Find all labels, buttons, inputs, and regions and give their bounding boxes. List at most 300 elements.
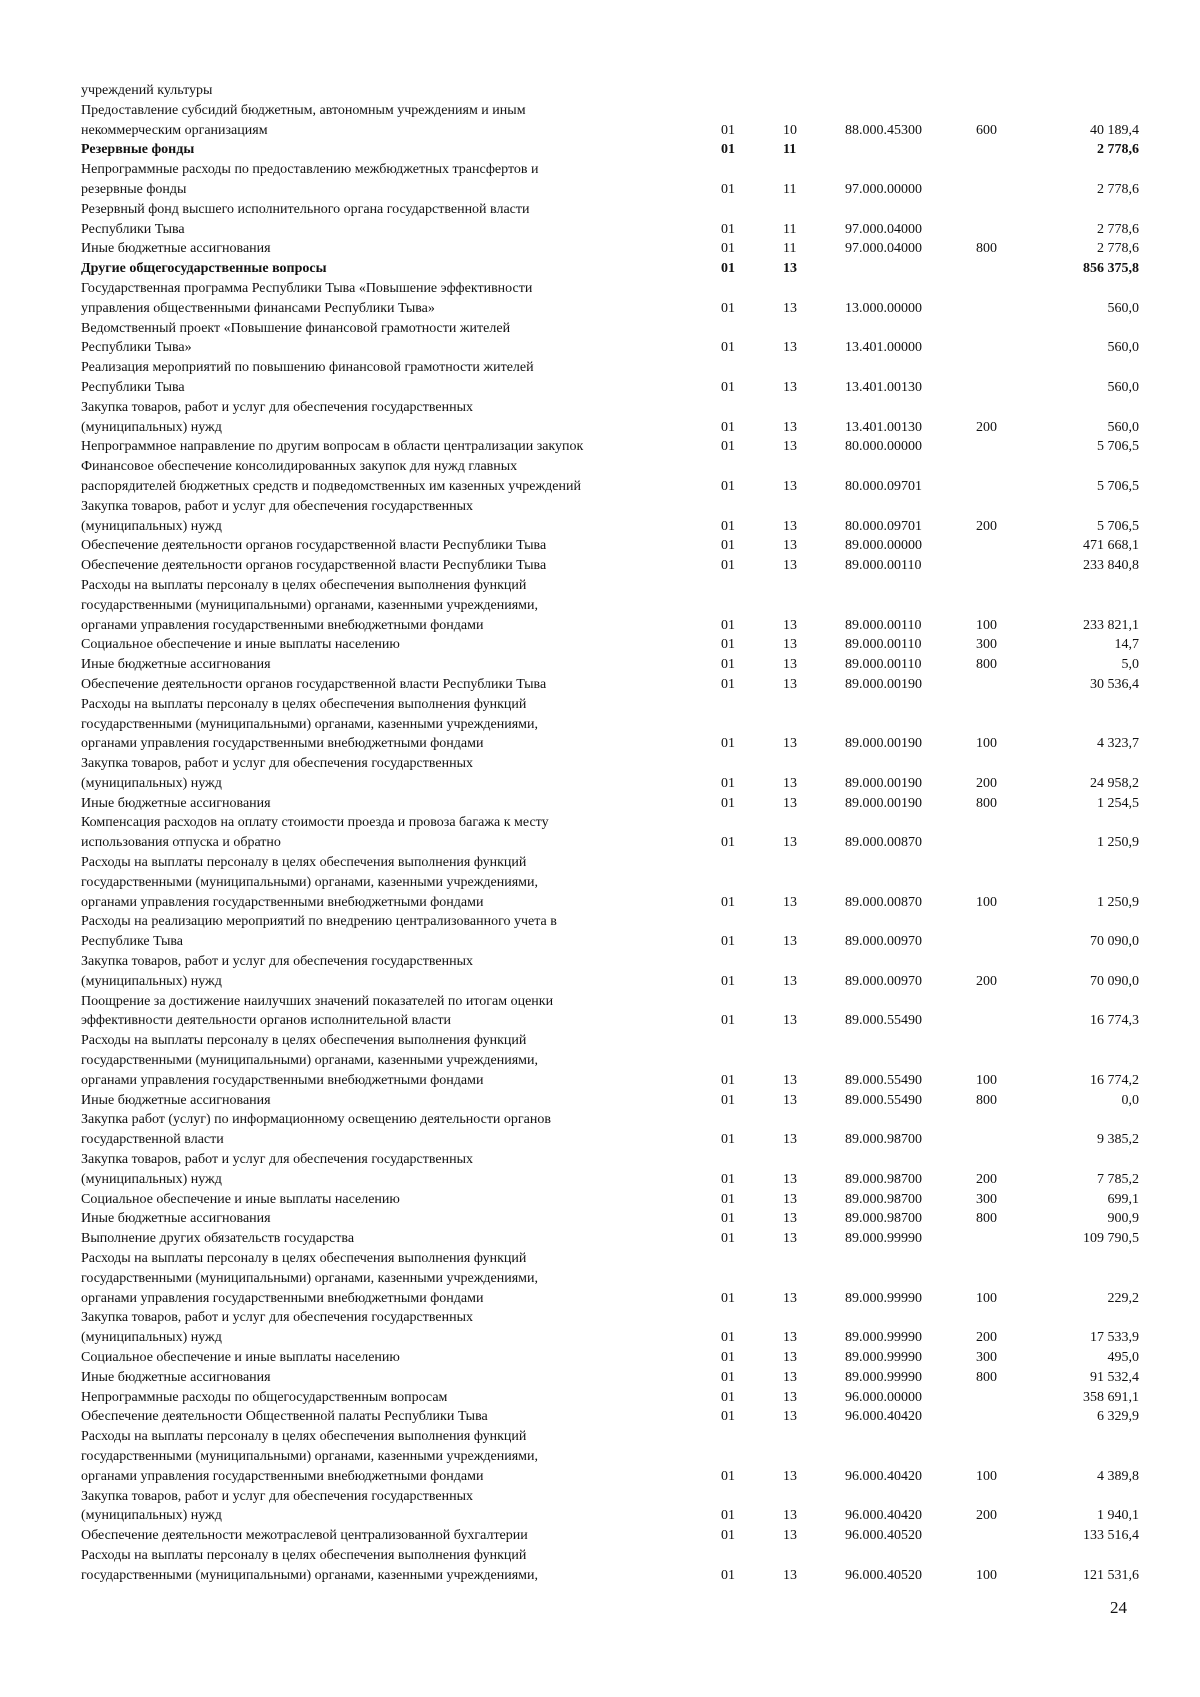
- table-row: [81, 556, 1159, 576]
- subsection-code: 11: [783, 181, 797, 197]
- section-code: [713, 695, 773, 715]
- target-article-code: [835, 497, 968, 517]
- expense-type-code: [968, 695, 1040, 715]
- subsection-code: [773, 813, 835, 833]
- section-code: [713, 1269, 773, 1289]
- amount-value: 7 785,2: [1097, 1171, 1139, 1187]
- section-code: 01: [721, 934, 735, 950]
- target-article-code: 89.000.00190: [845, 775, 922, 791]
- table-row: [81, 418, 1159, 438]
- table-row: [81, 220, 1159, 240]
- expense-name: распорядителей бюджетных средств и подведомственных им казенных учреждений: [81, 478, 581, 494]
- target-article-code: 88.000.45300: [845, 122, 922, 138]
- expense-type-code: [968, 457, 1040, 477]
- expense-type-code: 300: [976, 1350, 997, 1365]
- subsection-code: 13: [783, 1013, 797, 1029]
- target-article-code: 96.000.40420: [845, 1409, 922, 1425]
- amount-value: 471 668,1: [1083, 538, 1139, 554]
- expense-type-code: [968, 1150, 1040, 1170]
- table-row: [81, 1328, 1159, 1348]
- subsection-code: 13: [783, 1528, 797, 1544]
- target-article-code: 89.000.00110: [845, 558, 922, 574]
- section-code: 01: [721, 1290, 735, 1306]
- table-row: [81, 200, 1159, 220]
- section-code: [713, 1031, 773, 1051]
- target-article-code: [835, 1427, 968, 1447]
- expense-name: Иные бюджетные ассигнования: [81, 1211, 271, 1227]
- section-code: 01: [721, 1211, 735, 1227]
- target-article-code: [835, 1546, 968, 1566]
- expense-name: (муниципальных) нужд: [81, 775, 222, 791]
- expense-name: Резервные фонды: [81, 142, 195, 158]
- expense-name: Закупка товаров, работ и услуг для обеспечения государственных: [81, 399, 474, 415]
- section-code: 01: [721, 1191, 735, 1207]
- subsection-code: 13: [783, 1468, 797, 1484]
- expense-type-code: 600: [976, 122, 997, 138]
- expense-type-code: [968, 1526, 1040, 1546]
- amount-value: 233 840,8: [1083, 558, 1139, 574]
- expense-type-code: [968, 200, 1040, 220]
- subsection-code: 13: [783, 419, 797, 435]
- amount-value: 4 323,7: [1097, 736, 1139, 752]
- subsection-code: 13: [783, 478, 797, 494]
- expense-type-code: 100: [976, 1072, 997, 1088]
- amount-value: 560,0: [1107, 300, 1139, 316]
- amount-value: [1040, 1447, 1159, 1467]
- expense-name: Компенсация расходов на оплату стоимости проезда и провоза багажа к месту: [81, 815, 549, 831]
- amount-value: [1040, 1546, 1159, 1566]
- subsection-code: 13: [783, 736, 797, 752]
- expense-name: Закупка работ (услуг) по информационному освещению деятельности органов: [81, 1112, 551, 1128]
- expense-name: (муниципальных) нужд: [81, 973, 222, 989]
- section-code: 01: [721, 340, 735, 356]
- subsection-code: [773, 952, 835, 972]
- target-article-code: 89.000.00190: [845, 676, 922, 692]
- expense-type-code: [968, 1308, 1040, 1328]
- budget-allocation-table: [81, 81, 1159, 1586]
- subsection-code: 13: [783, 1369, 797, 1385]
- target-article-code: [835, 200, 968, 220]
- expense-type-code: [968, 813, 1040, 833]
- target-article-code: 80.000.00000: [845, 439, 922, 455]
- target-article-code: 89.000.98700: [845, 1132, 922, 1148]
- expense-type-code: [968, 1229, 1040, 1249]
- table-row: [81, 1526, 1159, 1546]
- expense-name: Иные бюджетные ассигнования: [81, 241, 271, 257]
- amount-value: [1040, 695, 1159, 715]
- table-row: [81, 121, 1159, 141]
- table-row: [81, 358, 1159, 378]
- expense-type-code: [968, 912, 1040, 932]
- subsection-code: [773, 200, 835, 220]
- expense-name: Иные бюджетные ассигнования: [81, 1369, 271, 1385]
- expense-name: Закупка товаров, работ и услуг для обеспечения государственных: [81, 498, 474, 514]
- expense-name: Расходы на выплаты персоналу в целях обеспечения выполнения функций: [81, 855, 527, 871]
- section-code: 01: [721, 1350, 735, 1365]
- expense-type-code: [968, 259, 1040, 279]
- page-number: 24: [1110, 1598, 1127, 1617]
- table-row: [81, 1130, 1159, 1150]
- expense-name: некоммерческим организациям: [81, 122, 268, 138]
- target-article-code: 89.000.99990: [845, 1330, 922, 1346]
- section-code: [713, 279, 773, 299]
- section-code: 01: [721, 1468, 735, 1484]
- amount-value: [1040, 715, 1159, 735]
- target-article-code: [835, 101, 968, 121]
- expense-type-code: [968, 160, 1040, 180]
- expense-type-code: [968, 358, 1040, 378]
- subsection-code: 13: [783, 1092, 797, 1108]
- table-row: [81, 853, 1159, 873]
- table-row: [81, 1071, 1159, 1091]
- expense-type-code: [968, 853, 1040, 873]
- table-row: [81, 1269, 1159, 1289]
- target-article-code: [835, 1308, 968, 1328]
- expense-type-code: 100: [976, 894, 997, 910]
- table-row: [81, 536, 1159, 556]
- subsection-code: 13: [783, 1567, 797, 1583]
- expense-name: Резервный фонд высшего исполнительного органа государственной власти: [81, 201, 530, 217]
- expense-name: Предоставление субсидий бюджетным, автономным учреждениям и иным: [81, 102, 526, 118]
- target-article-code: [835, 1031, 968, 1051]
- table-row: [81, 1308, 1159, 1328]
- amount-value: 2 778,6: [1097, 142, 1139, 158]
- expense-name: Закупка товаров, работ и услуг для обеспечения государственных: [81, 1488, 474, 1504]
- budget-table-page: [81, 81, 1139, 1586]
- target-article-code: 89.000.00110: [845, 637, 922, 653]
- expense-name: Расходы на выплаты персоналу в целях обеспечения выполнения функций: [81, 1251, 527, 1267]
- amount-value: 121 531,6: [1083, 1567, 1139, 1583]
- expense-name: Обеспечение деятельности органов государственной власти Республики Тыва: [81, 676, 547, 692]
- expense-name: Непрограммное направление по другим вопросам в области централизации закупок: [81, 439, 584, 455]
- expense-name: (муниципальных) нужд: [81, 1330, 222, 1346]
- expense-type-code: [968, 596, 1040, 616]
- expense-type-code: [968, 1031, 1040, 1051]
- expense-name: Обеспечение деятельности органов государственной власти Республики Тыва: [81, 538, 547, 554]
- expense-type-code: [968, 180, 1040, 200]
- expense-type-code: [968, 992, 1040, 1012]
- section-code: 01: [721, 181, 735, 197]
- subsection-code: [773, 853, 835, 873]
- section-code: 01: [721, 1508, 735, 1524]
- amount-value: 91 532,4: [1090, 1369, 1139, 1385]
- target-article-code: [835, 1249, 968, 1269]
- amount-value: [1040, 596, 1159, 616]
- subsection-code: 13: [783, 300, 797, 316]
- section-code: 01: [721, 300, 735, 316]
- target-article-code: [835, 140, 968, 160]
- amount-value: [1040, 1427, 1159, 1447]
- subsection-code: 10: [783, 122, 797, 138]
- expense-name: государственными (муниципальными) органами, казенными учреждениями,: [81, 716, 538, 732]
- target-article-code: [835, 319, 968, 339]
- expense-type-code: [968, 576, 1040, 596]
- amount-value: 560,0: [1107, 340, 1139, 356]
- subsection-code: [773, 160, 835, 180]
- section-code: [713, 813, 773, 833]
- subsection-code: 13: [783, 1211, 797, 1227]
- amount-value: [1040, 576, 1159, 596]
- section-code: [713, 1110, 773, 1130]
- expense-name: органами управления государственными внебюджетными фондами: [81, 1072, 484, 1088]
- expense-type-code: [968, 1051, 1040, 1071]
- target-article-code: [835, 81, 968, 101]
- subsection-code: [773, 715, 835, 735]
- section-code: [713, 992, 773, 1012]
- section-code: [713, 912, 773, 932]
- target-article-code: [835, 1447, 968, 1467]
- table-row: [81, 932, 1159, 952]
- expense-name: Иные бюджетные ассигнования: [81, 657, 271, 673]
- table-row: [81, 239, 1159, 259]
- subsection-code: [773, 1269, 835, 1289]
- target-article-code: 89.000.00870: [845, 835, 922, 851]
- expense-name: Закупка товаров, работ и услуг для обеспечения государственных: [81, 1152, 474, 1168]
- table-row: [81, 794, 1159, 814]
- amount-value: 1 940,1: [1097, 1508, 1139, 1524]
- table-row: [81, 655, 1159, 675]
- expense-type-code: [968, 437, 1040, 457]
- section-code: [713, 101, 773, 121]
- subsection-code: 13: [783, 261, 797, 277]
- amount-value: 495,0: [1107, 1350, 1139, 1365]
- section-code: [713, 1249, 773, 1269]
- expense-type-code: 800: [976, 241, 997, 257]
- subsection-code: [773, 81, 835, 101]
- target-article-code: 89.000.98700: [845, 1171, 922, 1187]
- section-code: 01: [721, 558, 735, 574]
- expense-type-code: 200: [976, 419, 997, 435]
- amount-value: 9 385,2: [1097, 1132, 1139, 1148]
- subsection-code: 13: [783, 637, 797, 653]
- amount-value: [1040, 279, 1159, 299]
- section-code: [713, 1487, 773, 1507]
- amount-value: 5 706,5: [1097, 518, 1139, 534]
- table-row: [81, 1209, 1159, 1229]
- table-row: [81, 1091, 1159, 1111]
- target-article-code: 80.000.09701: [845, 518, 922, 534]
- target-article-code: [835, 1051, 968, 1071]
- expense-type-code: 100: [976, 1290, 997, 1306]
- expense-name: Расходы на выплаты персоналу в целях обеспечения выполнения функций: [81, 696, 527, 712]
- target-article-code: [835, 398, 968, 418]
- section-code: 01: [721, 221, 735, 237]
- expense-name: Непрограммные расходы по предоставлению межбюджетных трансфертов и: [81, 162, 539, 178]
- subsection-code: 13: [783, 1231, 797, 1247]
- table-row: [81, 180, 1159, 200]
- table-row: [81, 398, 1159, 418]
- subsection-code: [773, 1427, 835, 1447]
- section-code: 01: [721, 617, 735, 633]
- expense-name: государственными (муниципальными) органами, казенными учреждениями,: [81, 1270, 538, 1286]
- expense-type-code: [968, 556, 1040, 576]
- expense-name: Реализация мероприятий по повышению финансовой грамотности жителей: [81, 360, 534, 376]
- target-article-code: [835, 160, 968, 180]
- expense-type-code: [968, 101, 1040, 121]
- subsection-code: 13: [783, 379, 797, 395]
- table-row: [81, 754, 1159, 774]
- expense-name: Ведомственный проект «Повышение финансовой грамотности жителей: [81, 320, 511, 336]
- expense-name: государственными (муниципальными) органами, казенными учреждениями,: [81, 597, 538, 613]
- table-row: [81, 140, 1159, 160]
- amount-value: [1040, 101, 1159, 121]
- table-row: [81, 774, 1159, 794]
- section-code: 01: [721, 676, 735, 692]
- subsection-code: [773, 1031, 835, 1051]
- expense-type-code: [968, 754, 1040, 774]
- expense-name: Расходы на выплаты персоналу в целях обеспечения выполнения функций: [81, 1429, 527, 1445]
- table-row: [81, 497, 1159, 517]
- expense-name: (муниципальных) нужд: [81, 518, 222, 534]
- amount-value: [1040, 457, 1159, 477]
- table-row: [81, 1110, 1159, 1130]
- subsection-code: 13: [783, 1072, 797, 1088]
- target-article-code: 89.000.99990: [845, 1290, 922, 1306]
- amount-value: [1040, 1269, 1159, 1289]
- subsection-code: [773, 1150, 835, 1170]
- table-row: [81, 576, 1159, 596]
- table-row: [81, 1190, 1159, 1210]
- amount-value: 560,0: [1107, 419, 1139, 435]
- target-article-code: 13.401.00130: [845, 419, 922, 435]
- section-code: [713, 358, 773, 378]
- table-row: [81, 1289, 1159, 1309]
- expense-type-code: [968, 378, 1040, 398]
- expense-type-code: 200: [976, 1330, 997, 1346]
- target-article-code: 89.000.00110: [845, 657, 922, 673]
- amount-value: 560,0: [1107, 379, 1139, 395]
- expense-name: государственной власти: [81, 1132, 224, 1148]
- amount-value: 40 189,4: [1090, 122, 1139, 138]
- target-article-code: 89.000.00970: [845, 934, 922, 950]
- expense-name: (муниципальных) нужд: [81, 1171, 222, 1187]
- expense-type-code: [968, 1487, 1040, 1507]
- expense-type-code: 800: [976, 1211, 997, 1227]
- target-article-code: 89.000.00110: [845, 617, 922, 633]
- table-row: [81, 259, 1159, 279]
- amount-value: 229,2: [1107, 1290, 1139, 1306]
- table-row: [81, 596, 1159, 616]
- expense-type-code: 100: [976, 736, 997, 752]
- section-code: 01: [721, 538, 735, 554]
- target-article-code: [835, 695, 968, 715]
- target-article-code: [835, 813, 968, 833]
- subsection-code: 13: [783, 1132, 797, 1148]
- table-row: [81, 833, 1159, 853]
- expense-name: Закупка товаров, работ и услуг для обеспечения государственных: [81, 1310, 474, 1326]
- table-row: [81, 299, 1159, 319]
- amount-value: [1040, 1110, 1159, 1130]
- amount-value: [1040, 1249, 1159, 1269]
- expense-name: Обеспечение деятельности Общественной палаты Республики Тыва: [81, 1409, 488, 1425]
- subsection-code: [773, 1487, 835, 1507]
- section-code: [713, 457, 773, 477]
- expense-name: Финансовое обеспечение консолидированных закупок для нужд главных: [81, 459, 518, 475]
- expense-name: Расходы на реализацию мероприятий по внедрению централизованного учета в: [81, 914, 557, 930]
- section-code: 01: [721, 1389, 735, 1405]
- subsection-code: [773, 1546, 835, 1566]
- section-code: 01: [721, 478, 735, 494]
- target-article-code: [835, 576, 968, 596]
- subsection-code: 13: [783, 340, 797, 356]
- table-row: [81, 1566, 1159, 1586]
- expense-name: Иные бюджетные ассигнования: [81, 795, 271, 811]
- section-code: [713, 398, 773, 418]
- expense-name: (муниципальных) нужд: [81, 1508, 222, 1524]
- target-article-code: 89.000.98700: [845, 1211, 922, 1227]
- expense-name: Обеспечение деятельности межотраслевой централизованной бухгалтерии: [81, 1528, 528, 1544]
- section-code: 01: [721, 1171, 735, 1187]
- subsection-code: 13: [783, 934, 797, 950]
- table-row: [81, 1051, 1159, 1071]
- amount-value: 16 774,2: [1090, 1072, 1139, 1088]
- table-row: [81, 517, 1159, 537]
- target-article-code: [835, 1150, 968, 1170]
- expense-type-code: [968, 1407, 1040, 1427]
- expense-name: Расходы на выплаты персоналу в целях обеспечения выполнения функций: [81, 1547, 527, 1563]
- expense-type-code: [968, 338, 1040, 358]
- subsection-code: 13: [783, 835, 797, 851]
- table-row: [81, 715, 1159, 735]
- section-code: 01: [721, 1072, 735, 1088]
- table-row: [81, 1506, 1159, 1526]
- section-code: 01: [721, 379, 735, 395]
- section-code: 01: [721, 1330, 735, 1346]
- section-code: 01: [721, 1132, 735, 1148]
- target-article-code: 97.000.04000: [845, 241, 922, 257]
- table-row: [81, 635, 1159, 655]
- expense-name: органами управления государственными внебюджетными фондами: [81, 617, 484, 633]
- expense-name: органами управления государственными внебюджетными фондами: [81, 736, 484, 752]
- expense-type-code: [968, 1427, 1040, 1447]
- target-article-code: 13.000.00000: [845, 300, 922, 316]
- table-row: [81, 972, 1159, 992]
- expense-name: (муниципальных) нужд: [81, 419, 222, 435]
- table-row: [81, 893, 1159, 913]
- section-code: [713, 1427, 773, 1447]
- section-code: [713, 1447, 773, 1467]
- expense-name: государственными (муниципальными) органами, казенными учреждениями,: [81, 874, 538, 890]
- expense-name: Социальное обеспечение и иные выплаты населению: [81, 1191, 400, 1207]
- target-article-code: [835, 912, 968, 932]
- expense-name: органами управления государственными внебюджетными фондами: [81, 1290, 484, 1306]
- expense-type-code: 300: [976, 1191, 997, 1207]
- amount-value: 856 375,8: [1083, 261, 1139, 277]
- target-article-code: 89.000.99990: [845, 1231, 922, 1247]
- subsection-code: [773, 279, 835, 299]
- section-code: [713, 952, 773, 972]
- expense-name: органами управления государственными внебюджетными фондами: [81, 1468, 484, 1484]
- table-row: [81, 1011, 1159, 1031]
- section-code: [713, 576, 773, 596]
- amount-value: [1040, 1031, 1159, 1051]
- section-code: [713, 1051, 773, 1071]
- table-row: [81, 616, 1159, 636]
- target-article-code: 89.000.99990: [845, 1369, 922, 1385]
- subsection-code: 13: [783, 973, 797, 989]
- subsection-code: 13: [783, 1508, 797, 1524]
- expense-type-code: [968, 299, 1040, 319]
- amount-value: [1040, 497, 1159, 517]
- table-row: [81, 437, 1159, 457]
- target-article-code: [835, 1487, 968, 1507]
- amount-value: [1040, 398, 1159, 418]
- table-row: [81, 1249, 1159, 1269]
- subsection-code: 13: [783, 1409, 797, 1425]
- target-article-code: 89.000.55490: [845, 1072, 922, 1088]
- expense-type-code: 800: [976, 1092, 997, 1108]
- subsection-code: 13: [783, 795, 797, 811]
